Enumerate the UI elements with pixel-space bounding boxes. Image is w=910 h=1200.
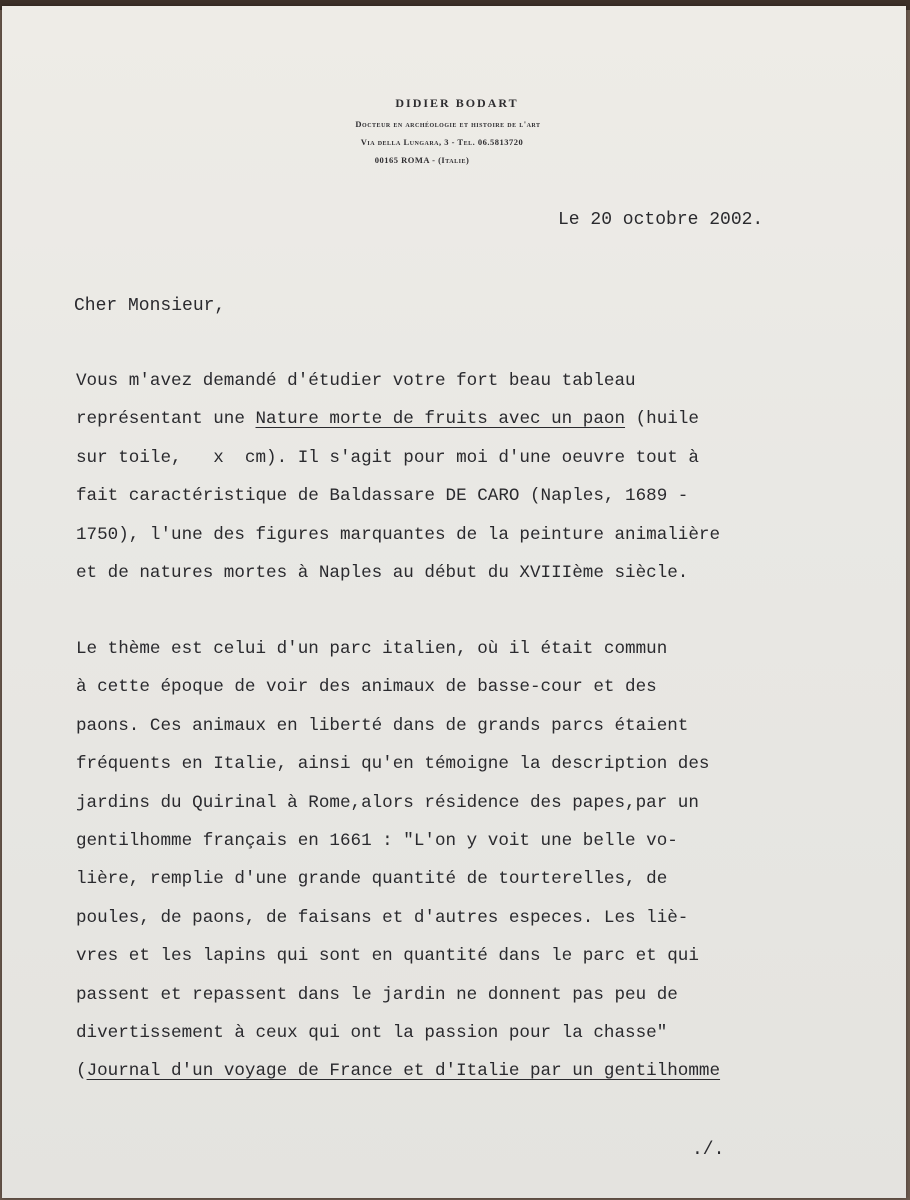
book-title: Journal d'un voyage de France et d'Italie par un gentilhomme — [86, 1061, 721, 1082]
text-line: et de natures mortes à Naples au début du XVIIIème siècle. — [76, 563, 689, 584]
text-line: gentilhomme français en 1661 : "L'on y voit une belle vo- — [76, 831, 678, 852]
letterhead-city: 00165 ROMA - (Italie) — [374, 155, 470, 165]
text-line: divertissement à ceux qui ont la passion pour la chasse" — [76, 1023, 668, 1044]
continuation-mark: ./. — [692, 1140, 725, 1160]
letterhead — [292, 96, 622, 169]
paragraph-2 — [76, 630, 896, 1091]
text-line: lière, remplie d'une grande quantité de tourterelles, de — [76, 869, 668, 890]
paragraph-1 — [76, 362, 896, 592]
artwork-title: Nature morte de fruits avec un paon — [255, 409, 626, 430]
text-line — [76, 400, 896, 438]
text-line: Vous m'avez demandé d'étudier votre fort beau tableau — [76, 371, 636, 391]
letter-date: Le 20 octobre 2002. — [558, 210, 764, 230]
salutation: Cher Monsieur, — [74, 296, 226, 316]
text-line: paons. Ces animaux en liberté dans de grands parcs étaient — [76, 715, 689, 736]
text-segment: (huile — [625, 409, 699, 430]
letterhead-name: DIDIER BODART — [395, 96, 519, 110]
text-line: 1750), l'une des figures marquantes de la peinture animalière — [76, 524, 721, 545]
text-line: fait caractéristique de Baldassare DE CARO (Naples, 1689 - — [76, 486, 689, 507]
text-line: poules, de paons, de faisans et d'autres especes. Les liè- — [76, 907, 689, 928]
text-line: sur toile, x cm). Il s'agit pour moi d'une oeuvre tout à — [76, 447, 699, 468]
text-segment: représentant une — [76, 409, 256, 430]
text-line: vres et les lapins qui sont en quantité dans le parc et qui — [76, 946, 699, 967]
text-line: Le thème est celui d'un parc italien, où il était commun — [76, 639, 668, 659]
text-line: jardins du Quirinal à Rome,alors résidence des papes,par un — [76, 792, 699, 813]
letterhead-address: Via della Lungara, 3 - Tel. 06.5813720 — [360, 137, 524, 147]
letter-page — [2, 6, 906, 1198]
text-line: fréquents en Italie, ainsi qu'en témoigne la description des — [76, 754, 710, 775]
text-segment: ( — [76, 1061, 87, 1082]
text-line: à cette époque de voir des animaux de basse-cour et des — [76, 677, 657, 698]
text-line: passent et repassent dans le jardin ne donnent pas peu de — [76, 984, 678, 1005]
text-line — [76, 1052, 896, 1090]
letterhead-title: Docteur en archéologie et histoire de l'art — [355, 119, 541, 129]
